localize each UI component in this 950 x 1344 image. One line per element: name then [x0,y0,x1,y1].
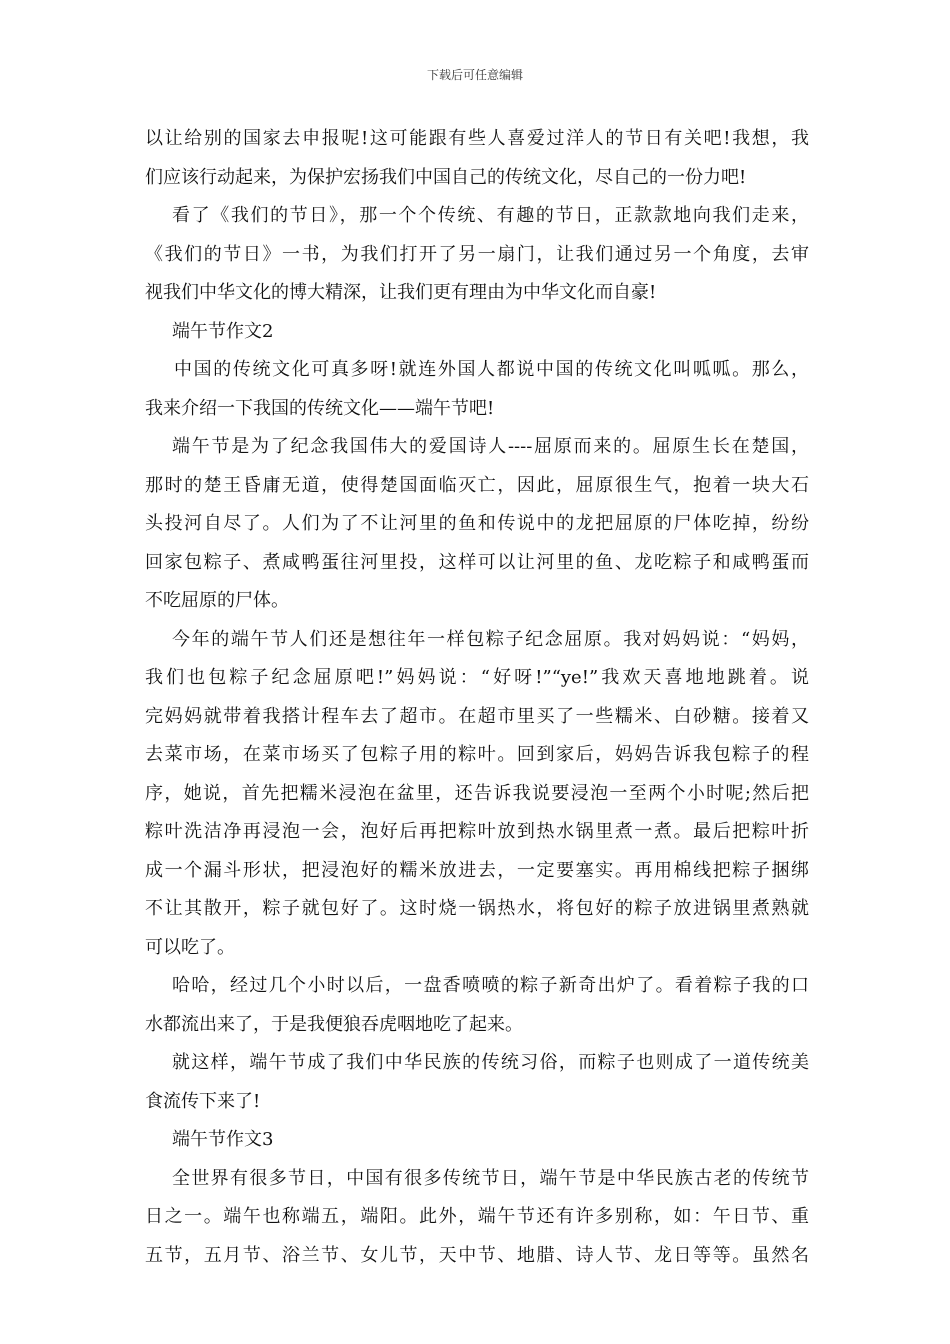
text-line: 头投河自尽了。人们为了不让河里的鱼和传说中的龙把屈原的尸体吃掉，纷纷 [145,513,809,534]
text-line: 端午节是为了纪念我国伟大的爱国诗人----屈原而来的。屈原生长在楚国， [172,436,809,457]
text-line: 五节，五月节、浴兰节、女儿节，天中节、地腊、诗人节、龙日等等。虽然名 [145,1244,809,1266]
text-line: 不吃屈原的尸体。 [145,590,289,611]
text-line: 我来介绍一下我国的传统文化——端午节吧! [145,397,495,419]
text-line: 水都流出来了，于是我便狼吞虎咽地吃了起来。 [145,1013,523,1035]
section-heading: 端午节作文3 [172,1129,274,1150]
document-body [145,120,809,1275]
text-line: 我们也包粽子纪念屈原吧!”妈妈说：“好呀!”“ye!”我欢天喜地地跳着。说 [145,667,809,688]
text-line: 不让其散开，粽子就包好了。这时烧一锅热水，将包好的粽子放进锅里煮熟就 [145,898,809,919]
text-line: 以让给别的国家去申报呢!这可能跟有些人喜爱过洋人的节日有关吧!我想，我 [145,128,809,149]
text-line: 《我们的节日》一书，为我们打开了另一扇门，让我们通过另一个角度，去审 [145,243,809,265]
text-line: 去菜市场，在菜市场买了包粽子用的粽叶。回到家后，妈妈告诉我包粽子的程 [145,744,809,765]
text-line: 就这样，端午节成了我们中华民族的传统习俗，而粽子也则成了一道传统美 [172,1052,809,1073]
text-line: 日之一。端午也称端五，端阳。此外，端午节还有许多别称，如：午日节、重 [145,1206,809,1227]
text-line: 可以吃了。 [145,936,235,958]
text-line: 回家包粽子、煮咸鸭蛋往河里投，这样可以让河里的鱼、龙吃粽子和咸鸭蛋而 [145,551,809,573]
text-line: 那时的楚王昏庸无道，使得楚国面临灭亡，因此，屈原很生气，抱着一块大石 [145,474,809,496]
text-line: 完妈妈就带着我搭计程车去了超市。在超市里买了一些糯米、白砂糖。接着又 [145,705,809,727]
text-line: 中国的传统文化可真多呀!就连外国人都说中国的传统文化叫呱呱。那么， [174,359,809,380]
page-header: 下载后可任意编辑 [426,68,523,82]
text-line: 成一个漏斗形状，把浸泡好的糯米放进去，一定要塞实。再用棉线把粽子捆绑 [145,859,809,881]
text-line: 今年的端午节人们还是想往年一样包粽子纪念屈原。我对妈妈说：“妈妈， [172,628,809,650]
text-line: 视我们中华文化的博大精深，让我们更有理由为中华文化而自豪! [145,282,657,303]
text-line: 们应该行动起来，为保护宏扬我们中国自己的传统文化，尽自己的一份力吧! [145,166,747,188]
text-line: 食流传下来了! [145,1090,261,1112]
section-heading: 端午节作文2 [172,320,274,342]
text-line: 粽叶洗洁净再浸泡一会，泡好后再把粽叶放到热水锅里煮一煮。最后把粽叶折 [145,821,809,842]
text-line: 序，她说，首先把糯米浸泡在盆里，还告诉我说要浸泡一至两个小时呢;然后把 [145,782,809,804]
text-line: 看了《我们的节日》，那一个个传统、有趣的节日，正款款地向我们走来， [172,205,809,226]
text-line: 全世界有很多节日，中国有很多传统节日，端午节是中华民族古老的传统节 [172,1167,809,1189]
text-line: 哈哈，经过几个小时以后，一盘香喷喷的粽子新奇出炉了。看着粽子我的口 [172,975,809,996]
